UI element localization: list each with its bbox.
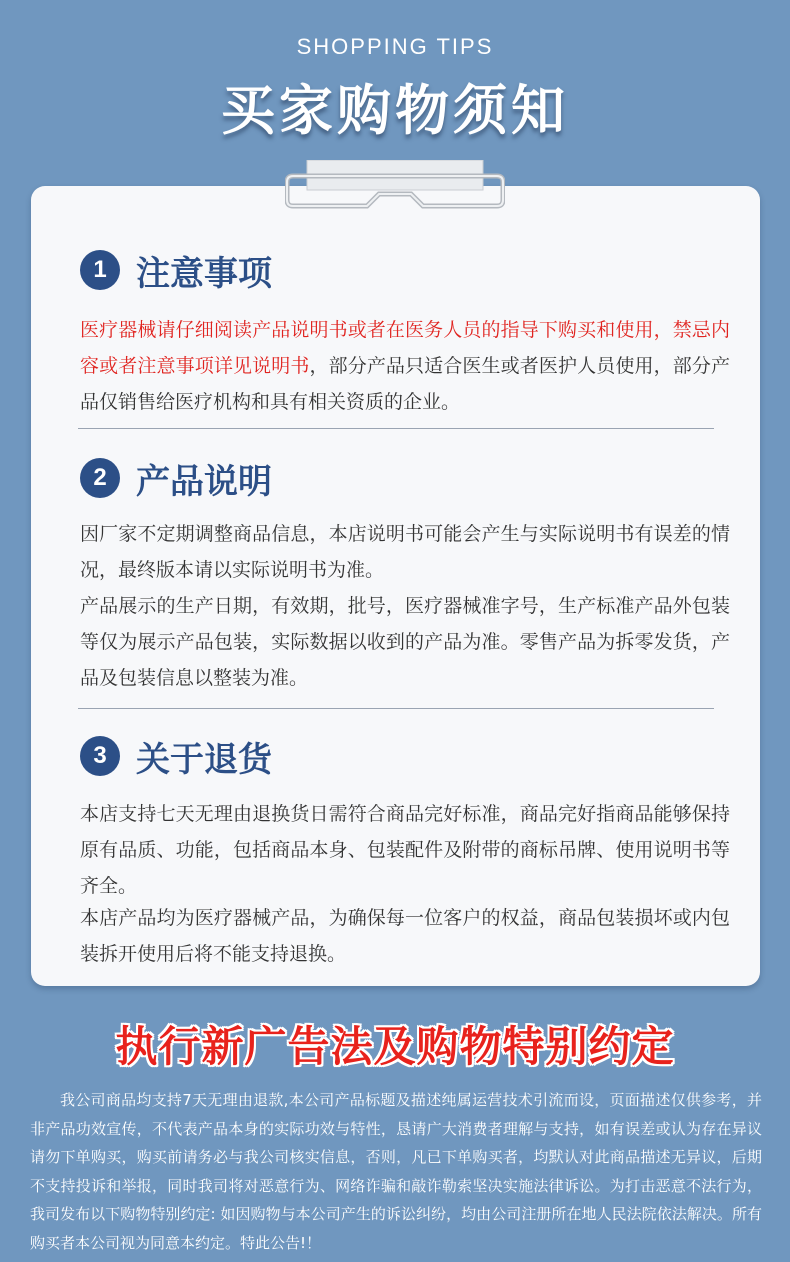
section-header-notes <box>80 248 272 292</box>
section-number-badge: 3 <box>80 736 120 776</box>
returns-paragraph-1: 本店支持七天无理由退换货日需符合商品完好标准，商品完好指商品能够保持原有品质、功能，包括商品本身、包装配件及附带的商标吊牌、使用说明书等齐全。 <box>80 803 730 897</box>
divider <box>78 708 714 709</box>
notes-text: ，部分产品只适合医生或者医护人员使用，部分产品仅销售给医疗机构和具有相关资质的企业。 <box>80 355 730 413</box>
notice-body: 我公司商品均支持7天无理由退款,本公司产品标题及描述纯属运营技术引流而设，页面描述仅供参考，并非产品功效宣传，不代表产品本身的实际功效与特性，恳请广大消费者理解与支持，如有误差或认为存在异议请勿下单购买，购买前请务必与我公司核实信息，否则，凡已下单购买者，均默认对此商品描述无异议，后期不支持投诉和举报，同时我司将对恶意行为、网络诈骗和敲诈勒索坚决实施法律诉讼。为打击恶意不法行为，我司发布以下购物特别约定: 如因购物与本公司产生的诉讼纠纷，均由公司注册所在地人民法院依法解决。所有购买者本公司视为同意本约定。特此公告!！ <box>30 1091 762 1252</box>
section-header-product <box>80 456 272 500</box>
clipboard-clip-icon <box>285 160 505 212</box>
header-subtitle: SHOPPING TIPS <box>296 34 494 59</box>
product-paragraph-2: 产品展示的生产日期，有效期，批号，医疗器械准字号，生产标准产品外包装等仅为展示产品包装，实际数据以收到的产品为准。零售产品为拆零发货，产品及包装信息以整装为准。 <box>80 595 730 689</box>
warning-text: 医疗器械请仔细阅读产品说明书或者在医务人员的指导下购买和使用，禁忌内容或者注意事项详见说明书 <box>80 319 730 377</box>
section-header-returns <box>80 734 272 778</box>
divider <box>78 428 714 429</box>
section-number-badge: 2 <box>80 458 120 498</box>
section-title-returns: 关于退货 <box>136 739 272 780</box>
section-number-badge: 1 <box>80 250 120 290</box>
returns-paragraph-2: 本店产品均为医疗器械产品，为确保每一位客户的权益，商品包装损坏或内包装拆开使用后将不能支持退换。 <box>80 907 730 965</box>
notice-title: 执行新广告法及购物特别约定 <box>115 1022 675 1071</box>
section-title-product: 产品说明 <box>136 461 272 502</box>
section-title-notes: 注意事项 <box>136 253 272 294</box>
product-paragraph-1: 因厂家不定期调整商品信息，本店说明书可能会产生与实际说明书有误差的情况，最终版本请以实际说明书为准。 <box>80 523 730 581</box>
page-title: 买家购物须知 <box>221 79 569 142</box>
section-notes-text <box>80 312 730 420</box>
